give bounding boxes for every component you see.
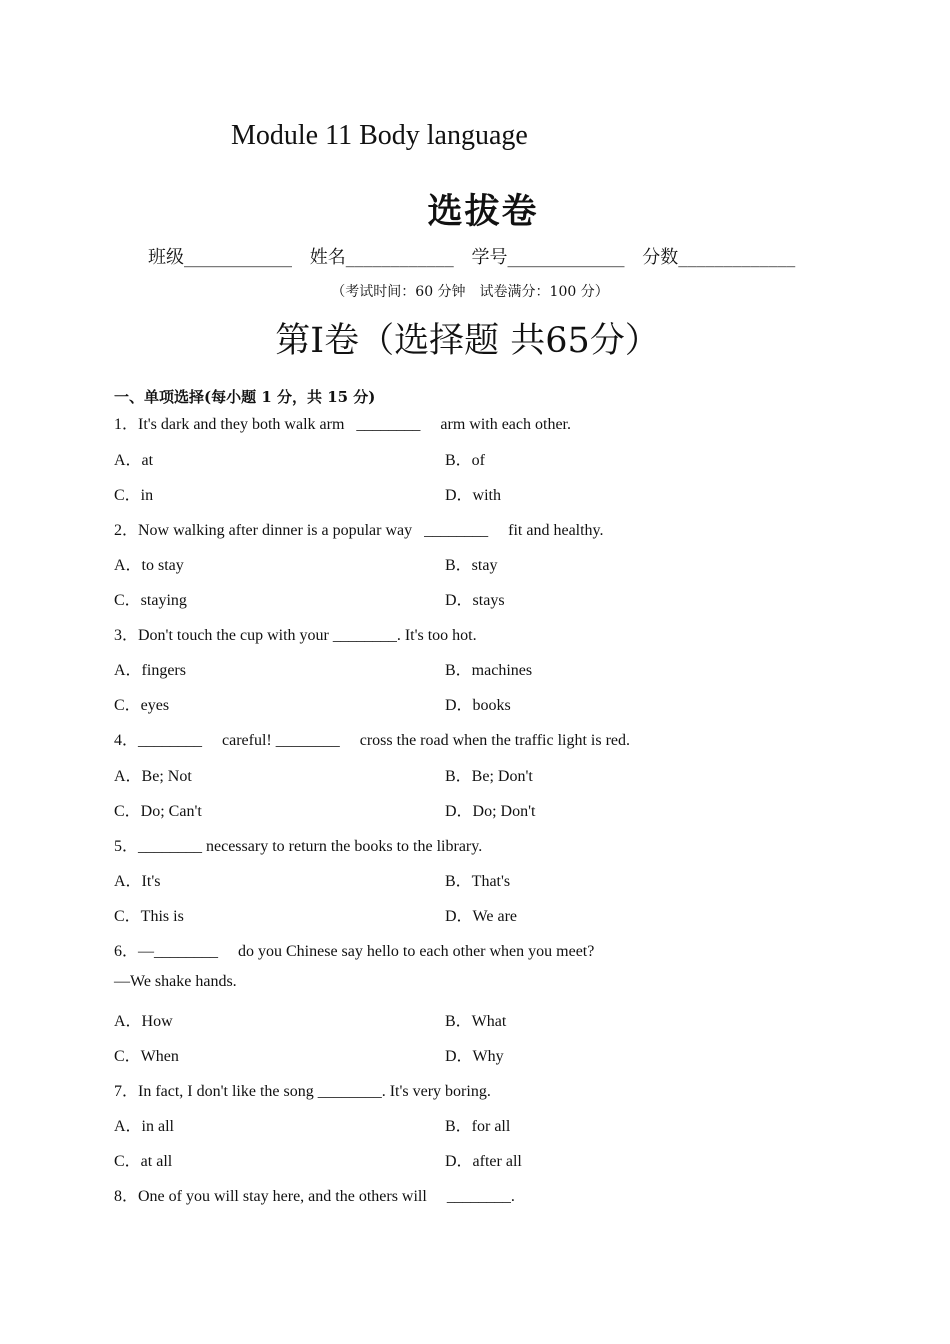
option-a[interactable]: A．fingers [114, 662, 186, 679]
option-b[interactable]: B．for all [445, 1118, 511, 1135]
info-field-number: 学号_____________ [471, 247, 625, 268]
part-title: 第Ⅰ卷（选择题 共65分） [275, 321, 660, 361]
question-answer-line: —We shake hands. [114, 973, 237, 990]
question-stem: 1．It's dark and they both walk arm ________ arm with each other. [114, 416, 572, 433]
question-stem: 2．Now walking after dinner is a popular way ________ fit and healthy. [114, 522, 604, 539]
option-c[interactable]: C．This is [114, 908, 184, 925]
option-d[interactable]: D．We are [445, 908, 518, 925]
option-a[interactable]: A．Be; Not [114, 768, 192, 785]
option-c[interactable]: C．in [114, 487, 154, 504]
paper-subtitle: 选拔卷 [427, 192, 539, 232]
section-title: 一、单项选择(每小题 1 分，共 15 分) [114, 388, 376, 406]
blank-line[interactable]: _____________ [678, 247, 796, 268]
option-b[interactable]: B．Be; Don't [445, 768, 533, 785]
option-a[interactable]: A．to stay [114, 557, 184, 574]
option-c[interactable]: C．eyes [114, 697, 170, 714]
info-field-name: 姓名____________ [309, 247, 454, 268]
blank-line[interactable]: _____________ [507, 247, 625, 268]
info-field-score: 分数_____________ [642, 247, 796, 268]
question-stem: 7．In fact, I don't like the song ________. It's very boring. [114, 1083, 491, 1100]
question-stem: 5．________ necessary to return the books to the library. [114, 838, 483, 855]
option-d[interactable]: D．books [445, 697, 511, 714]
option-c[interactable]: C．staying [114, 592, 187, 609]
option-b[interactable]: B．stay [445, 557, 498, 574]
option-a[interactable]: A．It's [114, 873, 161, 890]
question-stem: 4．________ careful! ________ cross the road when the traffic light is red. [114, 732, 631, 749]
option-d[interactable]: D．Do; Don't [445, 803, 536, 820]
option-b[interactable]: B．of [445, 452, 486, 469]
option-a[interactable]: A．in all [114, 1118, 174, 1135]
option-b[interactable]: B．machines [445, 662, 533, 679]
module-title: Module 11 Body language [231, 120, 528, 151]
option-d[interactable]: D．with [445, 487, 502, 504]
info-field-class: 班级____________ [148, 247, 292, 268]
option-c[interactable]: C．Do; Can't [114, 803, 202, 820]
option-b[interactable]: B．That's [445, 873, 511, 890]
option-d[interactable]: D．stays [445, 592, 505, 609]
option-b[interactable]: B．What [445, 1013, 507, 1030]
question-stem: 8．One of you will stay here, and the others will ________. [114, 1188, 515, 1205]
question-stem: 6．—________ do you Chinese say hello to each other when you meet? [114, 943, 595, 960]
student-info-row [148, 243, 807, 269]
blank-line[interactable]: ____________ [184, 247, 292, 268]
option-a[interactable]: A．How [114, 1013, 173, 1030]
option-d[interactable]: D．after all [445, 1153, 522, 1170]
option-c[interactable]: C．at all [114, 1153, 173, 1170]
option-d[interactable]: D．Why [445, 1048, 504, 1065]
exam-info: （考试时间：60 分钟 试卷满分：100 分） [331, 284, 609, 300]
option-a[interactable]: A．at [114, 452, 154, 469]
blank-line[interactable]: ____________ [345, 247, 454, 268]
question-stem: 3．Don't touch the cup with your ________. It's too hot. [114, 627, 477, 644]
option-c[interactable]: C．When [114, 1048, 179, 1065]
